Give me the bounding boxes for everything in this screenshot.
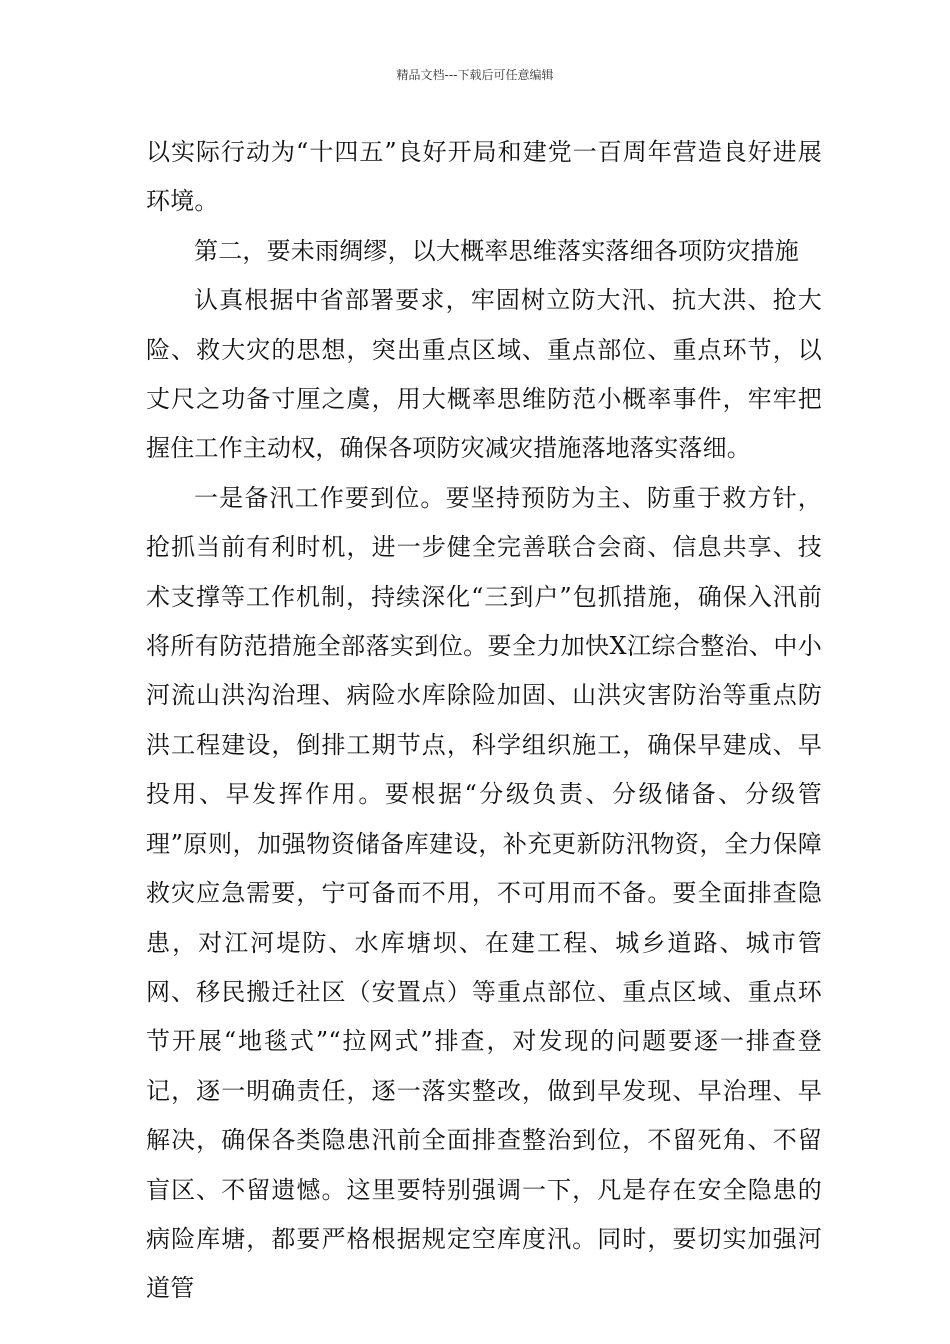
paragraph-flood-preparation: 一是备汛工作要到位。要坚持预防为主、防重于救方针，抢抓当前有利时机，进一步健全完善联合会商、信息共享、技术支撑等工作机制，持续深化“三到户”包抓措施，确保入汛前将所有防范措施全部落实到位。要全力加快X江综合整治、中小河流山洪沟治理、病险水库除险加固、山洪灾害防治等重点防洪工程建设，倒排工期节点，科学组织施工，确保早建成、早投用、早发挥作用。要根据“分级负责、分级储备、分级管理”原则，加强物资储备库建设，补充更新防汛物资，全力保障救灾应急需要，宁可备而不用，不可用而不备。要全面排查隐患，对江河堤防、水库塘坝、在建工程、城乡道路、城市管网、移民搬迁社区（安置点）等重点部位、重点区域、重点环节开展“地毯式”“拉网式”排查，对发现的问题要逐一排查登记，逐一明确责任，逐一落实整改，做到早发现、早治理、早解决，确保各类隐患汛前全面排查整治到位，不留死角、不留盲区、不留遗憾。这里要特别强调一下，凡是存在安全隐患的病险库塘，都要严格根据规定空库度汛。同时，要切实加强河道管 — [146, 483, 822, 1303]
page-header: 精品文档---下载后可任意编辑 — [396, 68, 554, 82]
document-body — [146, 128, 822, 1314]
paragraph-intro: 认真根据中省部署要求，牢固树立防大汛、抗大洪、抢大险、救大灾的思想，突出重点区域、重点部位、重点环节，以丈尺之功备寸厘之虞，用大概率思维防范小概率事件，牢牢把握住工作主动权，确保各项防灾减灾措施落地落实落细。 — [146, 286, 822, 463]
section-heading: 第二，要未雨绸缪，以大概率思维落实落细各项防灾措施 — [194, 236, 799, 265]
paragraph-continuation: 以实际行动为“十四五”良好开局和建党一百周年营造良好进展环境。 — [146, 138, 822, 216]
